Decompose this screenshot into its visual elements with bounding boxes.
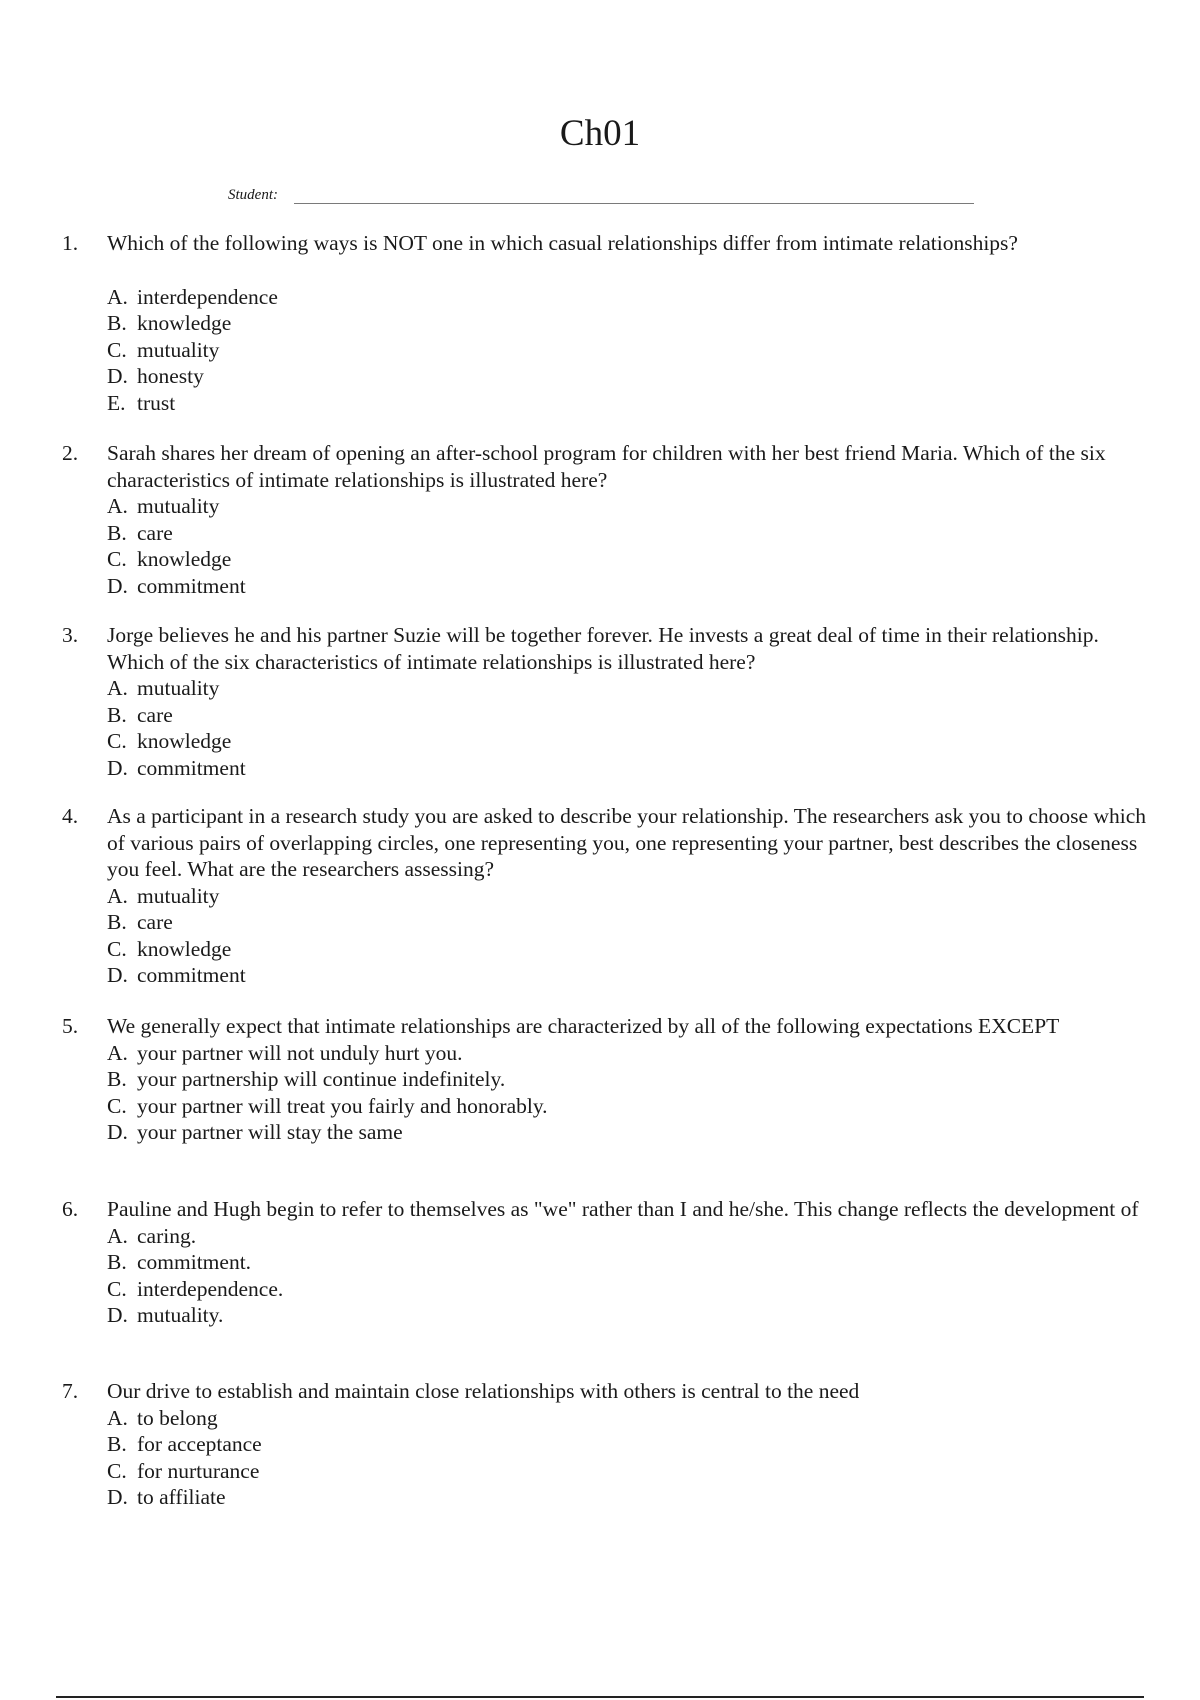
option-text: commitment. [137,1250,252,1274]
option-letter: B. [107,311,127,335]
option-letter: D. [107,573,128,598]
question-stem: Which of the following ways is NOT one in which casual relationships differ from intimate relationships? [107,231,1018,255]
option-letter: B. [107,1250,127,1274]
option-letter: A. [107,883,128,908]
question-stem: Sarah shares her dream of opening an after-school program for children with her best friend Maria. Which of the six characteristics of intimate relationships is illustrated here? [107,441,1106,492]
option-letter: E. [107,390,126,415]
question-body [107,230,1147,416]
question-body [107,1196,1147,1329]
answer-option [107,1484,1147,1511]
answer-options [107,675,1147,781]
answer-option [107,1119,1147,1146]
option-letter: C. [107,337,127,362]
answer-option [107,310,1147,337]
option-text: your partner will not unduly hurt you. [137,1040,463,1065]
option-text: honesty [137,364,204,388]
option-text: your partner will treat you fairly and honorably. [137,1093,548,1118]
option-text: your partner will stay the same [137,1120,403,1144]
option-letter: C. [107,729,127,753]
answer-option [107,546,1147,573]
answer-options [107,1405,1147,1511]
option-text: to affiliate [137,1485,226,1509]
option-letter: A. [107,1223,128,1248]
question-stem: We generally expect that intimate relationships are characterized by all of the following expectations EXCEPT [107,1014,1060,1038]
option-letter: D. [107,755,128,780]
option-letter: C. [107,1276,127,1301]
question-number: 4. [62,804,79,828]
option-letter: A. [107,1040,128,1065]
question-stem: Jorge believes he and his partner Suzie will be together forever. He invests a great deal of time in their relationship. Which of the six characteristics of intimate relationships is illustrated here? [107,623,1099,674]
option-letter: A. [107,1405,128,1430]
answer-options [107,284,1147,417]
option-text: caring. [137,1223,197,1248]
option-letter: B. [107,910,127,934]
answer-option [107,1223,1147,1250]
answer-option [107,728,1147,755]
option-text: for nurturance [137,1458,260,1483]
option-text: mutuality [137,494,220,518]
option-text: commitment [137,573,246,598]
answer-option [107,1276,1147,1303]
option-text: mutuality [137,676,220,700]
option-letter: A. [107,676,128,700]
answer-options [107,493,1147,599]
answer-option [107,1302,1147,1329]
answer-option [107,573,1147,600]
question-number: 7. [62,1379,79,1403]
question-body [107,803,1147,989]
answer-options [107,1040,1147,1146]
option-letter: C. [107,547,127,571]
option-text: commitment [137,755,246,780]
option-letter: D. [107,1120,128,1144]
option-text: care [137,702,173,727]
question-body [107,440,1147,599]
question-number: 1. [62,231,79,255]
question-number: 2. [62,441,79,465]
answer-option [107,1458,1147,1485]
option-text: mutuality [137,337,220,362]
answer-option [107,936,1147,963]
option-text: knowledge [137,311,232,335]
answer-options [107,1223,1147,1329]
option-letter: D. [107,364,128,388]
option-text: knowledge [137,729,232,753]
question-number: 6. [62,1197,79,1221]
option-text: your partnership will continue indefinitely. [137,1067,506,1091]
option-letter: B. [107,520,127,545]
option-text: knowledge [137,936,232,961]
option-text: mutuality. [137,1303,224,1327]
answer-option [107,390,1147,417]
student-name-field[interactable] [228,184,974,206]
option-letter: A. [107,494,128,518]
answer-option [107,493,1147,520]
option-text: interdependence. [137,1276,284,1301]
answer-option [107,520,1147,547]
student-label: Student: [228,187,278,203]
option-letter: B. [107,1067,127,1091]
option-text: care [137,910,173,934]
answer-option [107,1431,1147,1458]
answer-option [107,337,1147,364]
answer-option [107,284,1147,311]
option-letter: A. [107,284,128,309]
option-letter: B. [107,1432,127,1456]
option-text: interdependence [137,284,278,309]
answer-option [107,962,1147,989]
option-letter: D. [107,963,128,987]
question-number: 5. [62,1014,79,1038]
question-stem: Pauline and Hugh begin to refer to themselves as "we" rather than I and he/she. This change reflects the development of [107,1197,1139,1221]
option-text: to belong [137,1405,218,1430]
answer-option [107,1040,1147,1067]
option-letter: B. [107,702,127,727]
option-text: care [137,520,173,545]
answer-options [107,883,1147,989]
option-letter: C. [107,1093,127,1118]
question-body [107,1013,1147,1146]
option-letter: D. [107,1485,128,1509]
answer-option [107,1066,1147,1093]
answer-option [107,883,1147,910]
question-number: 3. [62,623,79,647]
answer-option [107,363,1147,390]
question-body [107,1378,1147,1511]
option-letter: D. [107,1303,128,1327]
option-text: mutuality [137,883,220,908]
question-stem: As a participant in a research study you are asked to describe your relationship. The researchers ask you to choose which of various pairs of overlapping circles, one representing you, one representing your partner, best describes the closeness you feel. What are the researchers assessing? [107,804,1147,881]
question-stem: Our drive to establish and maintain close relationships with others is central to the need [107,1379,860,1403]
question-body [107,622,1147,781]
answer-option [107,755,1147,782]
footer-rule [56,1696,1144,1698]
answer-option [107,675,1147,702]
option-text: trust [137,390,176,415]
answer-option [107,1093,1147,1120]
option-text: commitment [137,963,246,987]
answer-option [107,1405,1147,1432]
page-title: Ch01 [559,113,641,154]
option-text: for acceptance [137,1432,262,1456]
answer-option [107,702,1147,729]
option-letter: C. [107,1458,127,1483]
answer-option [107,1249,1147,1276]
student-name-underline [294,203,974,204]
option-letter: C. [107,936,127,961]
option-text: knowledge [137,547,232,571]
answer-option [107,909,1147,936]
